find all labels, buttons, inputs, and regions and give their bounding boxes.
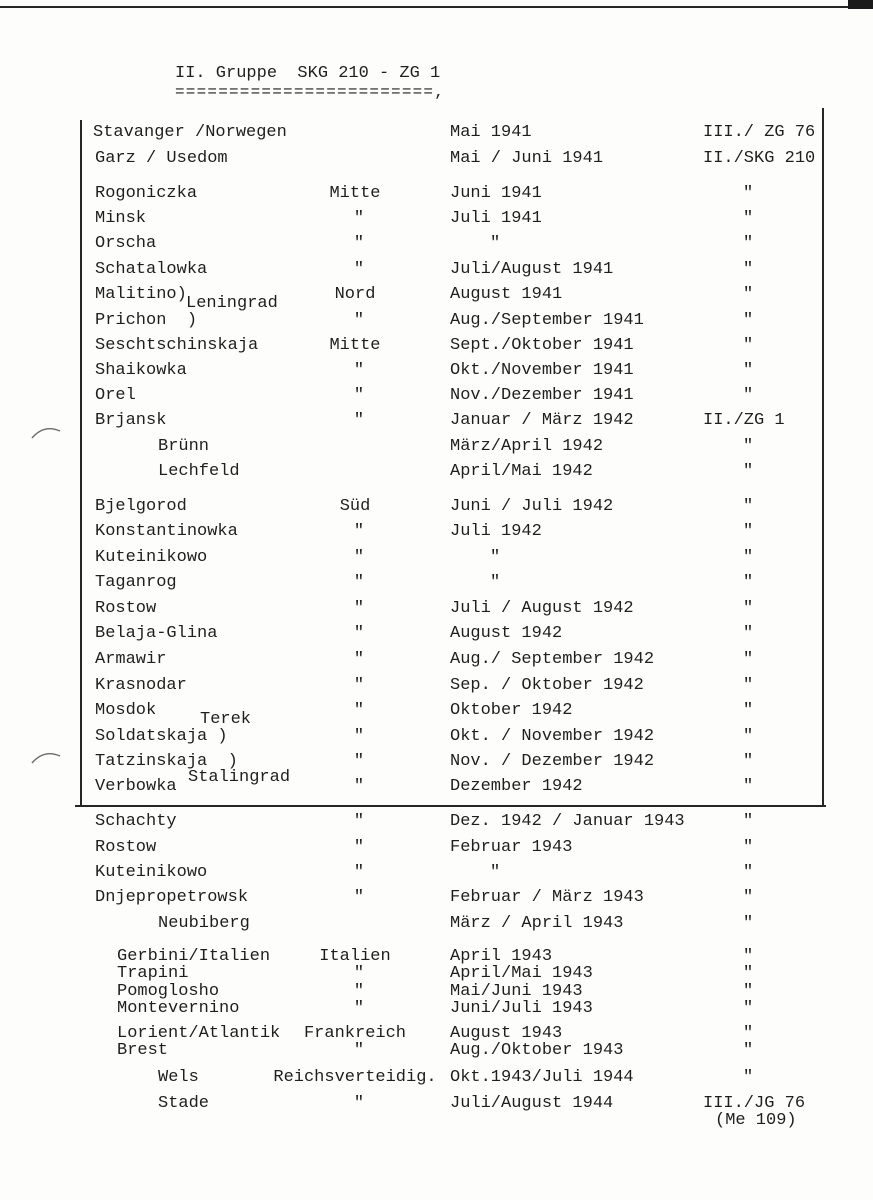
region-cell: " (353, 752, 365, 771)
table-row (0, 234, 873, 254)
unit-cell: " (743, 964, 754, 983)
location-cell: Belaja-Glina (95, 624, 218, 643)
period-cell: Dez. 1942 / Januar 1943 (450, 812, 685, 831)
region-cell: " (353, 1041, 365, 1060)
region-cell: " (353, 999, 365, 1018)
table-row (0, 650, 873, 670)
period-cell: Okt. / November 1942 (450, 727, 655, 746)
unit-cell: " (743, 497, 754, 516)
period-cell: Oktober 1942 (450, 701, 573, 720)
period-cell: April 1943 (450, 947, 553, 966)
table-row (0, 311, 873, 331)
unit-cell: " (743, 838, 754, 857)
period-cell: Januar / März 1942 (450, 411, 634, 430)
period-cell: " (490, 234, 501, 253)
location-cell: Rostow (95, 599, 157, 618)
period-cell: Februar 1943 (450, 838, 573, 857)
region-cell: " (353, 701, 365, 720)
table-row (0, 361, 873, 381)
period-cell: Mai / Juni 1941 (450, 149, 604, 168)
period-cell: Dezember 1942 (450, 777, 583, 796)
table-row (0, 1000, 873, 1020)
region-cell: " (353, 548, 365, 567)
region-cell: " (353, 209, 365, 228)
table-row (0, 838, 873, 858)
location-cell: Prichon ) (95, 311, 198, 330)
location-cell: Schachty (95, 812, 177, 831)
table-row (0, 676, 873, 696)
region-cell: Nord (334, 285, 376, 304)
unit-cell: " (743, 752, 754, 771)
period-cell: August 1943 (450, 1024, 563, 1043)
location-cell: Seschtschinskaja (95, 336, 259, 355)
unit-cell: " (743, 777, 754, 796)
table-row (0, 437, 873, 457)
period-cell: Mai 1941 (450, 123, 532, 142)
unit-cell: " (743, 260, 754, 279)
unit-cell: " (743, 650, 754, 669)
unit-cell: " (743, 522, 754, 541)
unit-cell: " (743, 361, 754, 380)
unit-cell: " (743, 462, 754, 481)
top-edge-line (0, 6, 848, 8)
location-cell: Orel (95, 386, 136, 405)
table-row (0, 812, 873, 832)
period-cell: Februar / März 1943 (450, 888, 644, 907)
unit-cell: " (743, 676, 754, 695)
period-cell: Sept./Oktober 1941 (450, 336, 634, 355)
period-cell: Mai/Juni 1943 (450, 982, 583, 1001)
table-row (0, 752, 873, 772)
period-cell: Juli 1941 (450, 209, 542, 228)
corner-mark (848, 0, 873, 9)
location-cell: Taganrog (95, 573, 177, 592)
table-row (0, 1068, 873, 1088)
title-underline: ========================, (175, 83, 446, 101)
location-cell: Stade (158, 1094, 210, 1113)
unit-cell: " (743, 1024, 754, 1043)
region-cell: Mitte (329, 184, 381, 203)
region-cell: " (353, 386, 365, 405)
period-cell: Aug./Oktober 1943 (450, 1041, 624, 1060)
region-cell: " (353, 650, 365, 669)
location-cell: Trapini (117, 964, 189, 983)
region-cell: " (353, 522, 365, 541)
period-cell: März/April 1942 (450, 437, 604, 456)
location-cell: Montevernino (117, 999, 240, 1018)
unit-cell: " (743, 701, 754, 720)
unit-cell: " (743, 914, 754, 933)
table-row (0, 497, 873, 517)
table-row (0, 599, 873, 619)
table-row (0, 727, 873, 747)
table-row (0, 701, 873, 721)
location-cell: Bjelgorod (95, 497, 187, 516)
region-cell: " (353, 727, 365, 746)
section-divider-line (75, 805, 826, 807)
location-cell: Konstantinowka (95, 522, 238, 541)
period-cell: Juni 1941 (450, 184, 542, 203)
unit-cell: " (743, 624, 754, 643)
unit-cell: " (743, 999, 754, 1018)
unit-cell: " (743, 437, 754, 456)
period-cell: " (490, 863, 501, 882)
bracket-label-stalingrad: Stalingrad (188, 768, 291, 787)
region-cell: " (353, 234, 365, 253)
period-cell: Juni/Juli 1943 (450, 999, 593, 1018)
location-cell: Shaikowka (95, 361, 187, 380)
location-cell: Orscha (95, 234, 157, 253)
location-cell: Schatalowka (95, 260, 208, 279)
region-cell: Italien (319, 947, 391, 966)
region-cell: " (353, 777, 365, 796)
region-cell: Mitte (329, 336, 381, 355)
table-row (0, 573, 873, 593)
unit-cell: " (743, 1041, 754, 1060)
region-cell: " (353, 573, 365, 592)
region-cell: " (353, 863, 365, 882)
region-cell: " (353, 361, 365, 380)
unit-cell: " (743, 727, 754, 746)
table-row (0, 1042, 873, 1062)
table-row (0, 149, 873, 169)
period-cell: Nov./Dezember 1941 (450, 386, 634, 405)
region-cell: " (353, 260, 365, 279)
period-cell: Aug./September 1941 (450, 311, 644, 330)
document-title: II. Gruppe SKG 210 - ZG 1 (175, 64, 441, 83)
period-cell: Juli 1942 (450, 522, 542, 541)
location-cell: Neubiberg (158, 914, 250, 933)
location-cell: Pomoglosho (117, 982, 220, 1001)
period-cell: August 1941 (450, 285, 563, 304)
location-cell: Dnjepropetrowsk (95, 888, 249, 907)
period-cell: Aug./ September 1942 (450, 650, 655, 669)
bracket-label-terek: Terek (200, 710, 252, 729)
region-cell: " (353, 838, 365, 857)
location-cell: Brjansk (95, 411, 167, 430)
period-cell: März / April 1943 (450, 914, 624, 933)
table-row (0, 863, 873, 883)
location-cell: Lechfeld (158, 462, 240, 481)
region-cell: " (353, 676, 365, 695)
table-row (0, 209, 873, 229)
location-cell: Brest (117, 1041, 169, 1060)
location-cell: Kuteinikowo (95, 548, 208, 567)
table-row (0, 777, 873, 797)
location-cell: Lorient/Atlantik (117, 1024, 281, 1043)
unit-cell: III./JG 76 (703, 1094, 806, 1113)
unit-cell: " (743, 336, 754, 355)
region-cell: " (353, 1094, 365, 1113)
unit-cell: " (743, 982, 754, 1001)
location-cell: Garz / Usedom (95, 149, 228, 168)
location-cell: Wels (158, 1068, 199, 1087)
period-cell: Juli / August 1942 (450, 599, 634, 618)
location-cell: Gerbini/Italien (117, 947, 271, 966)
unit-cell: " (743, 947, 754, 966)
table-row (0, 336, 873, 356)
period-cell: Okt.1943/Juli 1944 (450, 1068, 634, 1087)
unit-cell: III./ ZG 76 (703, 123, 816, 142)
location-cell: Kuteinikowo (95, 863, 208, 882)
region-cell: " (353, 311, 365, 330)
unit-cell: " (743, 863, 754, 882)
location-cell: Malitino) (95, 285, 187, 304)
table-row (0, 624, 873, 644)
region-cell: Reichsverteidig. (273, 1068, 437, 1087)
table-row (0, 888, 873, 908)
location-cell: Rostow (95, 838, 157, 857)
location-cell: Krasnodar (95, 676, 187, 695)
location-cell: Stavanger /Norwegen (93, 123, 287, 142)
period-cell: April/Mai 1943 (450, 964, 593, 983)
unit-cell: II./ZG 1 (703, 411, 785, 430)
unit-cell: " (743, 184, 754, 203)
table-row (0, 914, 873, 934)
table-row (0, 260, 873, 280)
unit-cell: II./SKG 210 (703, 149, 816, 168)
unit-cell: " (743, 311, 754, 330)
unit-cell: " (743, 209, 754, 228)
bracket-label-leningrad: Leningrad (186, 294, 278, 313)
period-cell: Sep. / Oktober 1942 (450, 676, 644, 695)
table-row (0, 184, 873, 204)
unit-cell: " (743, 1068, 754, 1087)
period-cell: Okt./November 1941 (450, 361, 634, 380)
unit-cell: " (743, 386, 754, 405)
table-row (0, 386, 873, 406)
location-cell: Tatzinskaja ) (95, 752, 238, 771)
table-row (0, 123, 873, 143)
table-row (0, 285, 873, 305)
region-cell: " (353, 888, 365, 907)
region-cell: " (353, 982, 365, 1001)
region-cell: " (353, 599, 365, 618)
location-cell: Brünn (158, 437, 210, 456)
period-cell: Juli/August 1941 (450, 260, 614, 279)
location-cell: Soldatskaja ) (95, 727, 228, 746)
unit-aircraft-note: (Me 109) (715, 1111, 797, 1130)
region-cell: Frankreich (303, 1024, 407, 1043)
table-row (0, 522, 873, 542)
period-cell: April/Mai 1942 (450, 462, 593, 481)
region-cell: " (353, 624, 365, 643)
unit-cell: " (743, 599, 754, 618)
unit-cell: " (743, 285, 754, 304)
unit-cell: " (743, 573, 754, 592)
period-cell: August 1942 (450, 624, 563, 643)
period-cell: Juli/August 1944 (450, 1094, 614, 1113)
unit-cell: " (743, 888, 754, 907)
table-row (0, 548, 873, 568)
region-cell: Süd (339, 497, 371, 516)
location-cell: Verbowka (95, 777, 177, 796)
location-cell: Armawir (95, 650, 167, 669)
location-cell: Rogoniczka (95, 184, 198, 203)
location-cell: Minsk (95, 209, 147, 228)
unit-cell: " (743, 548, 754, 567)
period-cell: " (490, 573, 501, 592)
unit-cell: " (743, 812, 754, 831)
location-cell: Mosdok (95, 701, 157, 720)
period-cell: " (490, 548, 501, 567)
period-cell: Juni / Juli 1942 (450, 497, 614, 516)
unit-cell: " (743, 234, 754, 253)
region-cell: " (353, 964, 365, 983)
table-row (0, 411, 873, 431)
region-cell: " (353, 812, 365, 831)
table-row (0, 462, 873, 482)
period-cell: Nov. / Dezember 1942 (450, 752, 655, 771)
region-cell: " (353, 411, 365, 430)
